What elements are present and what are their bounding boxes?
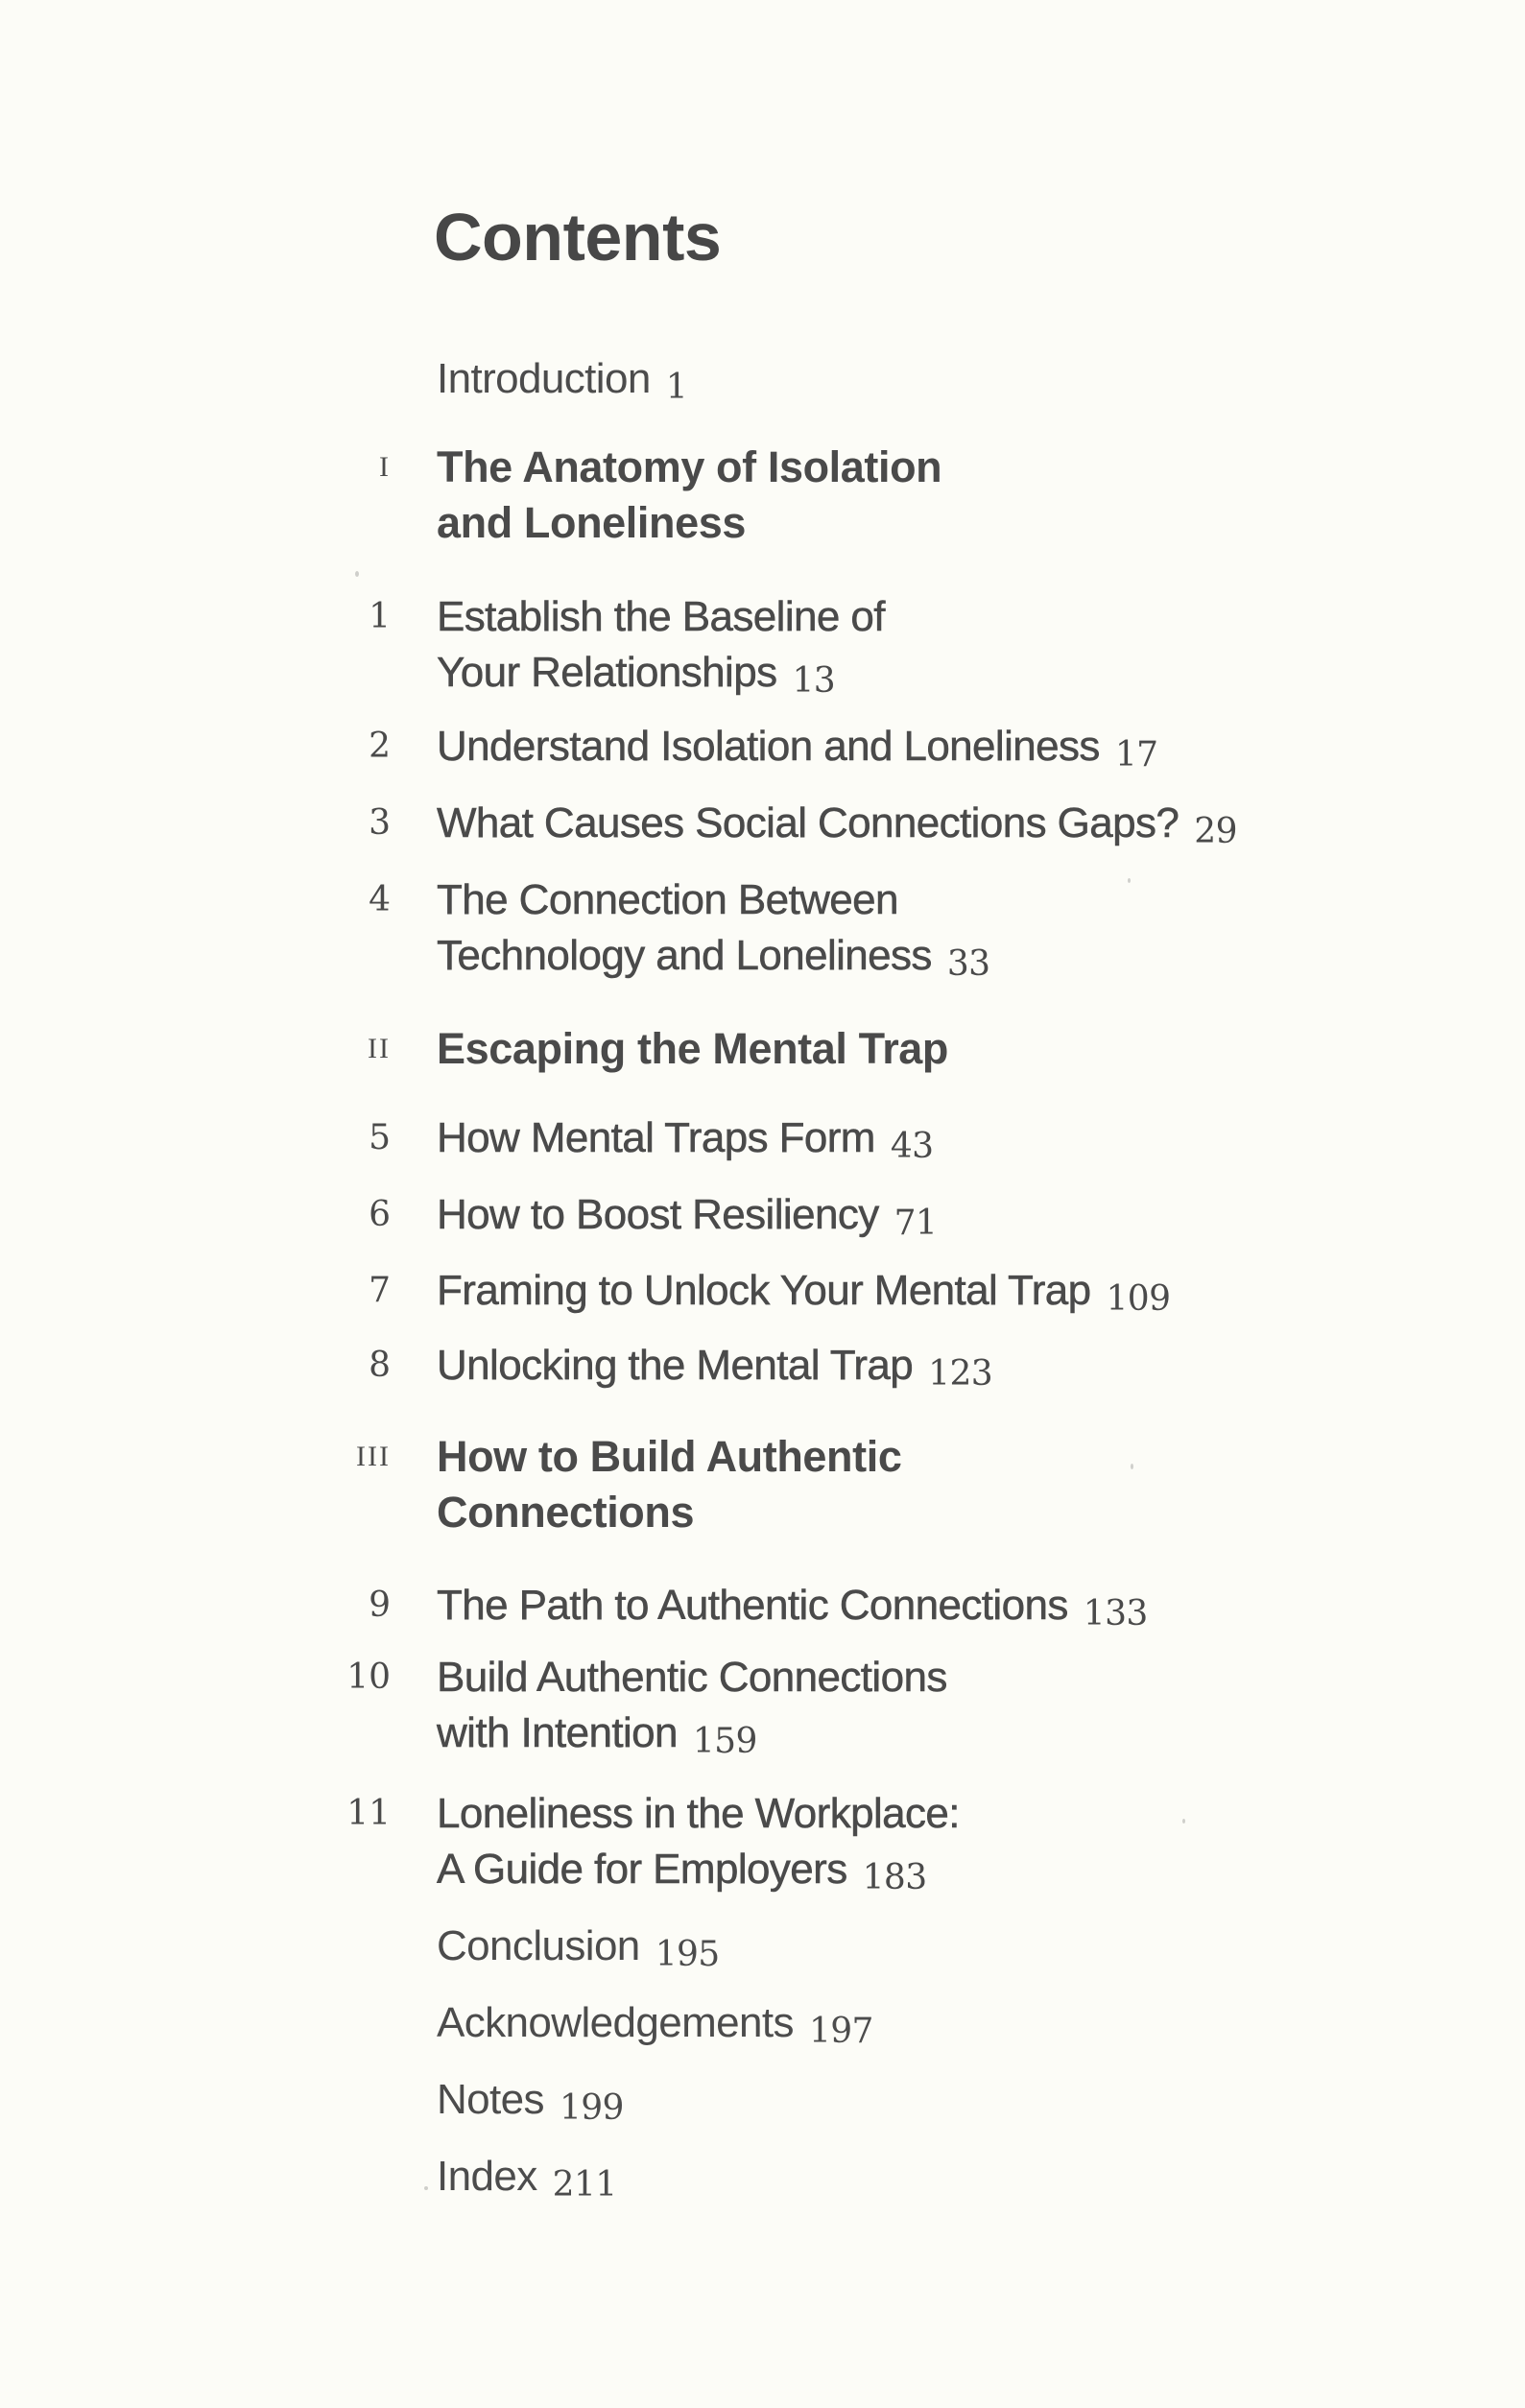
- chapter-number: 9: [369, 1585, 391, 1625]
- entry-label: Acknowledgements: [437, 1999, 794, 2046]
- part-title-line: Escaping the Mental Trap: [437, 1024, 949, 1073]
- scan-speck: [1128, 878, 1131, 883]
- chapter-title-line: Loneliness in the Workplace:: [437, 1790, 960, 1837]
- entry-title: [437, 1919, 720, 1977]
- entry-title: [437, 1995, 873, 2054]
- page-number: 199: [559, 2088, 624, 2128]
- chapter-title: [437, 1338, 992, 1396]
- chapter-title-line: A Guide for Employers: [437, 1846, 847, 1893]
- page-number: 71: [894, 1204, 938, 1243]
- chapter-title-line: with Intention: [437, 1709, 678, 1756]
- chapter-title-line: Build Authentic Connections: [437, 1654, 947, 1701]
- entry-label: Introduction: [437, 355, 651, 402]
- chapter-title-line: Understand Isolation and Loneliness: [437, 723, 1100, 770]
- chapter-number: 11: [346, 1794, 391, 1833]
- chapter-title-line: What Causes Social Connections Gaps?: [437, 799, 1179, 846]
- page-number: 43: [890, 1127, 934, 1166]
- chapter-number: 4: [369, 880, 391, 919]
- chapter-title: [437, 796, 1237, 854]
- page-number: 197: [808, 2012, 873, 2051]
- scan-speck: [355, 571, 359, 577]
- entry-label: Conclusion: [437, 1922, 640, 1969]
- chapter-title-line: Technology and Loneliness: [437, 932, 932, 979]
- page-number: 123: [928, 1354, 993, 1394]
- chapter-title-line: The Connection Between: [437, 876, 898, 923]
- scan-speck: [1182, 1819, 1185, 1824]
- page-number: 17: [1114, 735, 1158, 775]
- page-number: 133: [1083, 1594, 1148, 1633]
- chapter-number: 2: [369, 727, 391, 766]
- part-title: [437, 440, 941, 551]
- chapter-title: [437, 1786, 960, 1900]
- chapter-title-line: Unlocking the Mental Trap: [437, 1342, 914, 1389]
- chapter-title: [437, 1263, 1170, 1322]
- chapter-number: 10: [346, 1657, 391, 1697]
- part-numeral: II: [368, 1033, 391, 1064]
- chapter-number: 8: [369, 1346, 391, 1385]
- page-number: 33: [946, 944, 990, 984]
- page-number: 29: [1194, 812, 1237, 851]
- chapter-title-line: Framing to Unlock Your Mental Trap: [437, 1267, 1091, 1314]
- page-title: Contents: [434, 200, 722, 274]
- page-number: 109: [1106, 1279, 1171, 1319]
- chapter-title-line: Your Relationships: [437, 649, 777, 696]
- chapter-title-line: How Mental Traps Form: [437, 1114, 875, 1161]
- page-number: 13: [792, 661, 836, 701]
- part-title-line: The Anatomy of Isolation: [437, 442, 942, 491]
- chapter-title: [437, 1187, 937, 1246]
- chapter-title: [437, 1110, 933, 1169]
- part-numeral: I: [379, 451, 391, 483]
- chapter-number: 5: [369, 1118, 391, 1157]
- chapter-title: [437, 719, 1157, 777]
- entry-title: [437, 2072, 624, 2131]
- chapter-number: 3: [369, 803, 391, 843]
- chapter-title-line: Establish the Baseline of: [437, 593, 885, 640]
- page-number: 183: [862, 1858, 927, 1897]
- scan-speck: [1131, 1464, 1133, 1469]
- page-number: 211: [552, 2165, 617, 2205]
- chapter-number: 7: [369, 1271, 391, 1310]
- part-title: [437, 1429, 901, 1540]
- chapter-title: [437, 1578, 1148, 1636]
- entry-title: [437, 2149, 617, 2207]
- page-number: 1: [665, 368, 688, 407]
- chapter-title-line: The Path to Authentic Connections: [437, 1582, 1068, 1629]
- scan-speck: [424, 2186, 428, 2190]
- page-number: 159: [692, 1722, 757, 1761]
- page-number: 195: [655, 1935, 720, 1974]
- chapter-number: 1: [369, 597, 391, 636]
- chapter-title: [437, 1650, 947, 1764]
- entry-label: Index: [437, 2153, 537, 2200]
- part-title-line: Connections: [437, 1488, 695, 1537]
- chapter-number: 6: [369, 1195, 391, 1234]
- entry-title: [437, 351, 687, 410]
- chapter-title: [437, 589, 885, 703]
- chapter-title-line: How to Boost Resiliency: [437, 1191, 879, 1238]
- chapter-title: [437, 872, 989, 987]
- entry-label: Notes: [437, 2076, 544, 2123]
- part-title-line: and Loneliness: [437, 498, 746, 547]
- part-title-line: How to Build Authentic: [437, 1432, 902, 1481]
- part-title: [437, 1021, 948, 1077]
- part-numeral: III: [356, 1441, 391, 1472]
